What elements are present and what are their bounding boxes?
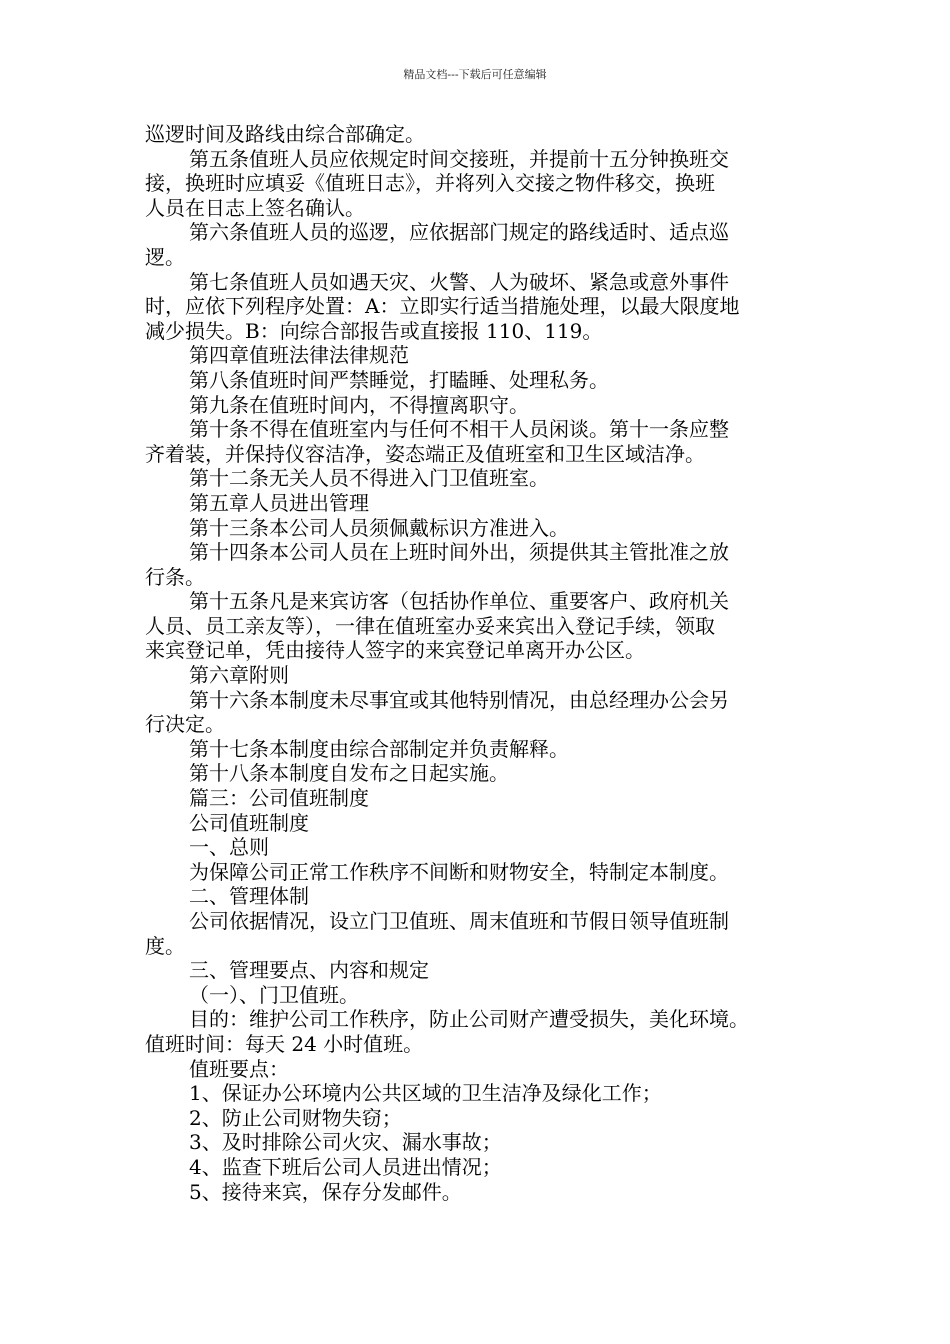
text-line: （一）、门卫值班。 [189,982,359,1007]
text-line: 篇三：公司值班制度 [189,786,369,811]
text-line: 值班时间：每天 24 小时值班。 [145,1031,424,1056]
text-line: 来宾登记单，凭由接待人签字的来宾登记单离开办公区。 [145,638,645,663]
text-line: 2、防止公司财物失窃； [189,1105,402,1130]
text-line: 逻。 [145,244,185,269]
text-line: 为保障公司正常工作秩序不间断和财物安全，特制定本制度。 [189,859,729,884]
text-line: 第十七条本制度由综合部制定并负责解释。 [189,736,569,761]
text-line: 时，应依下列程序处置：A：立即实行适当措施处理，以最大限度地 [145,294,740,319]
page-header: 精品文档---下载后可任意编辑 [403,68,547,81]
text-line: 第五条值班人员应依规定时间交接班，并提前十五分钟换班交 [189,146,729,171]
text-line: 二、管理体制 [189,884,309,909]
text-line: 第十六条本制度未尽事宜或其他特别情况，由总经理办公会另 [189,687,729,712]
text-line: 第十三条本公司人员须佩戴标识方准进入。 [189,515,569,540]
text-line: 第十条不得在值班室内与任何不相干人员闲谈。第十一条应整 [189,417,729,442]
document-body [145,122,823,1204]
text-line: 一、总则 [189,835,269,860]
text-line: 第十五条凡是来宾访客（包括协作单位、重要客户、政府机关 [189,589,729,614]
text-line: 行条。 [145,564,205,589]
text-line: 公司依据情况，设立门卫值班、周末值班和节假日领导值班制 [189,909,729,933]
text-line: 1、保证办公环境内公共区域的卫生洁净及绿化工作； [189,1081,662,1106]
text-line: 齐着装，并保持仪容洁净，姿态端正及值班室和卫生区域洁净。 [145,441,705,466]
text-line: 人员、员工亲友等），一律在值班室办妥来宾出入登记手续，领取 [145,613,715,638]
text-line: 第十二条无关人员不得进入门卫值班室。 [189,466,549,491]
text-line: 第五章人员进出管理 [189,490,369,515]
text-line: 3、及时排除公司火灾、漏水事故； [189,1130,502,1155]
text-line: 公司值班制度 [189,810,309,835]
text-line: 第九条在值班时间内，不得擅离职守。 [189,392,529,417]
text-line: 目的：维护公司工作秩序，防止公司财产遭受损失，美化环境。 [189,1007,749,1032]
text-line: 5、接待来宾，保存分发邮件。 [189,1179,462,1204]
text-line: 第十八条本制度自发布之日起实施。 [189,761,509,786]
text-line: 第十四条本公司人员在上班时间外出，须提供其主管批准之放 [189,540,729,565]
text-line: 人员在日志上签名确认。 [145,195,365,220]
text-line: 第六章附则 [189,663,289,688]
text-line: 度。 [145,933,185,958]
text-line: 接，换班时应填妥《值班日志》，并将列入交接之物件移交，换班 [145,171,715,196]
text-line: 行决定。 [145,712,225,737]
text-line: 减少损失。B：向综合部报告或直接报 110、119。 [145,318,603,343]
text-line: 第四章值班法律法律规范 [189,343,409,368]
text-line: 4、监查下班后公司人员进出情况； [189,1154,502,1179]
text-line: 值班要点： [189,1056,289,1081]
text-line: 巡逻时间及路线由综合部确定。 [145,122,425,146]
text-line: 三、管理要点、内容和规定 [189,958,429,983]
text-line: 第八条值班时间严禁睡觉，打瞌睡、处理私务。 [189,367,609,392]
text-line: 第六条值班人员的巡逻，应依据部门规定的路线适时、适点巡 [189,220,729,245]
text-line: 第七条值班人员如遇天灾、火警、人为破坏、紧急或意外事件 [189,269,729,294]
